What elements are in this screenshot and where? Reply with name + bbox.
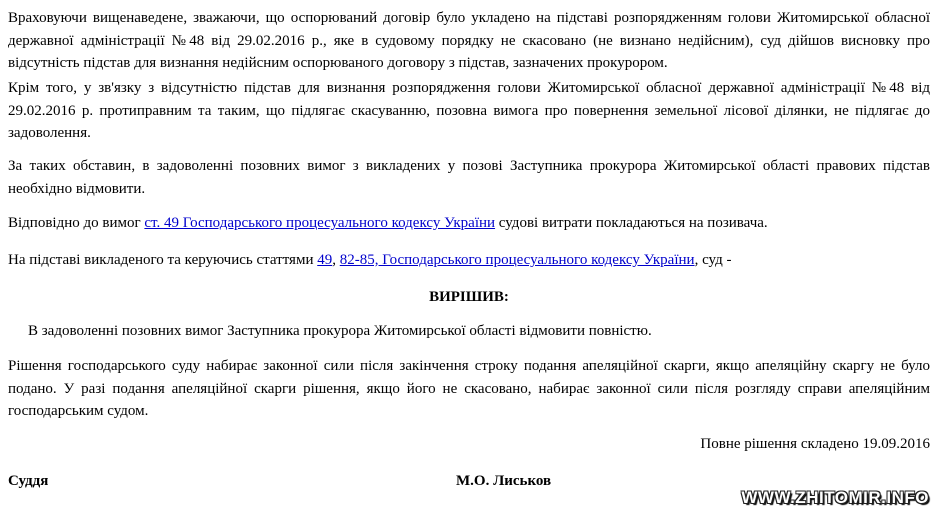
code-article-49-link[interactable]: ст. 49 Господарського процесуального кодексу України <box>144 215 496 231</box>
court-costs-text-end: судові витрати покладаються на позивача. <box>495 215 768 231</box>
decision-heading: ВИРІШИВ: <box>429 289 509 305</box>
court-costs-text-start: Відповідно до вимог <box>8 215 145 231</box>
signature-name: М.О. Лиськов <box>456 473 552 489</box>
paragraph-conclusion: Враховуючи вищенаведене, зважаючи, що оспорюваний договір було укладено на підставі розпорядженням голови Житомирської обласної державної адміністрації №48 від 29.02.2016 р., яке в судовому порядку не скасовано (не визнано недійсним), суд дійшов висновку про відсутність підстав для визнання недійсним оспорюваного договору з підстав, зазначених прокурором. <box>8 10 930 71</box>
paragraph-land-claim: Крім того, у зв'язку з відсутністю підстав для визнання розпорядження голови Житомирської обласної державної адміністрації №48 від 29.02.2016 р. протиправним та таким, що підлягає скасуванню, позовна вимога про повернення земельної лісової ділянки, не підлягає до задоволення. <box>8 80 930 141</box>
signature-role: Суддя <box>8 473 49 489</box>
full-decision-date: Повне рішення складено 19.09.2016 <box>700 436 930 452</box>
paragraph-court-costs <box>8 212 930 235</box>
paragraph-legal-basis <box>8 249 930 272</box>
paragraph-legal-force: Рішення господарського суду набирає законної сили після закінчення строку подання апеляційної скарги, якщо апеляційну скаргу не було подано. У разі подання апеляційної скарги рішення, якщо його не скасовано, набирає законної сили після розгляду справи апеляційним господарським судом. <box>8 358 930 419</box>
paragraph-circumstances: За таких обставин, в задоволенні позовних вимог з викладених у позові Заступника прокурора Житомирської області правових підстав необхідно відмовити. <box>8 158 930 197</box>
legal-basis-text-start: На підставі викладеного та керуючись статтями <box>8 252 318 268</box>
paragraph-ruling: В задоволенні позовних вимог Заступника прокурора Житомирської області відмовити повністю. <box>28 323 652 339</box>
articles-82-85-link[interactable]: 82-85, Господарського процесуального кодексу України <box>339 252 695 268</box>
article-49-link[interactable]: 49 <box>317 252 333 268</box>
site-watermark: WWW.ZHITOMIR.INFO <box>741 488 929 507</box>
legal-basis-text-end: , суд - <box>694 252 732 268</box>
legal-basis-separator: , <box>332 252 340 268</box>
